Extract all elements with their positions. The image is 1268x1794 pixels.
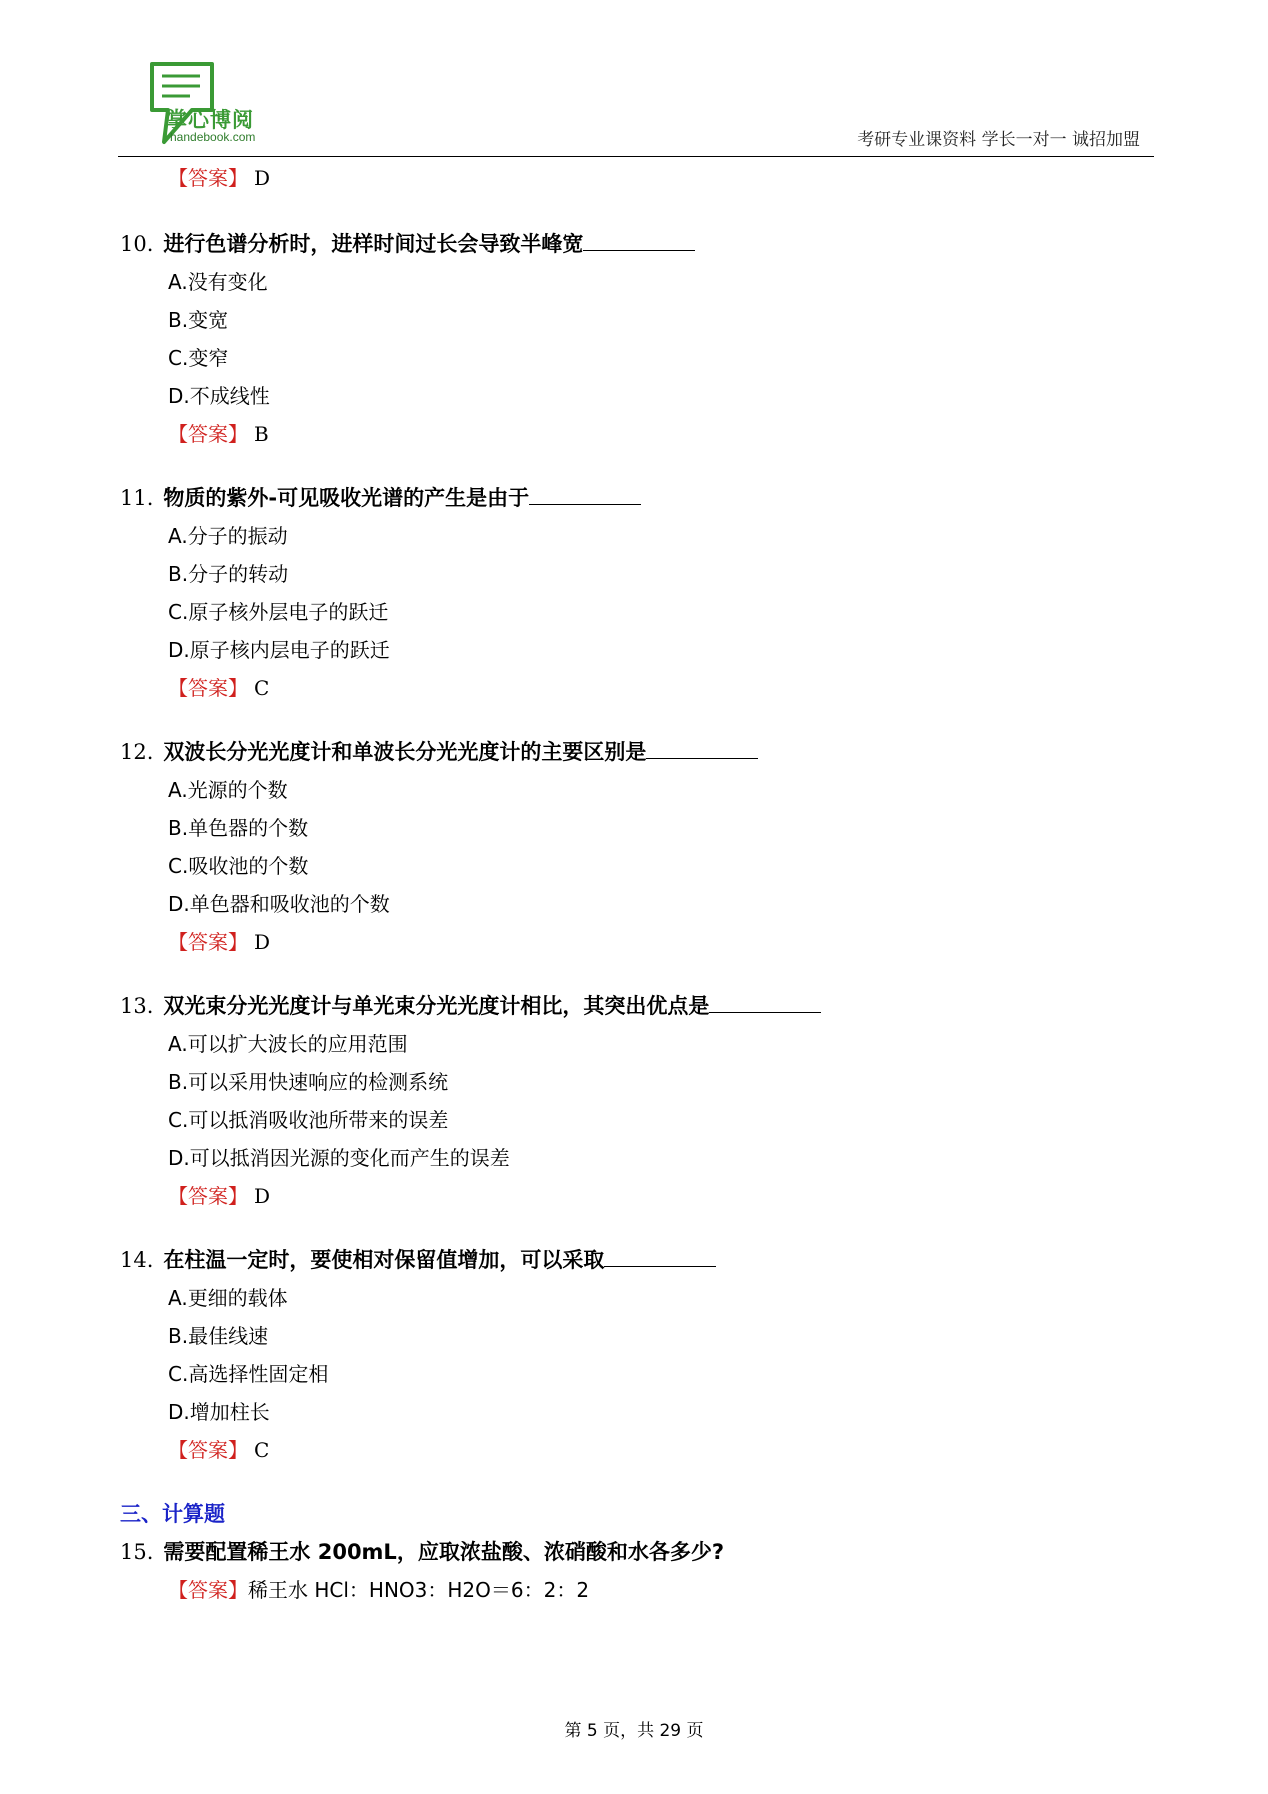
- logo-subtext: handebook.com: [170, 130, 256, 144]
- question-text: 进行色谱分析时，进样时间过长会导致半峰宽: [163, 232, 584, 256]
- question-text: 双波长分光光度计和单波长分光光度计的主要区别是: [163, 740, 647, 764]
- answer-line: [168, 1574, 589, 1603]
- question-text: 在柱温一定时，要使相对保留值增加，可以采取: [163, 1248, 605, 1272]
- answer-line: [168, 1434, 269, 1463]
- answer-value: C: [254, 676, 270, 700]
- answer-label: 【答案】: [168, 676, 248, 700]
- page-header: [118, 60, 1154, 157]
- option-a: A.光源的个数: [168, 778, 288, 802]
- option-c: C.原子核外层电子的跃迁: [168, 600, 389, 624]
- answer-label: 【答案】: [168, 930, 248, 954]
- logo-text: 掌心博阅: [166, 108, 254, 132]
- question-13: [120, 990, 821, 1020]
- option-d: D.单色器和吸收池的个数: [168, 892, 390, 916]
- option-b: B.可以采用快速响应的检测系统: [168, 1070, 449, 1094]
- question-12: [120, 736, 758, 766]
- question-10: [120, 228, 695, 258]
- answer-blank: [646, 738, 758, 759]
- answer-value: D: [254, 166, 271, 190]
- page-footer: 第 5 页，共 29 页: [564, 1721, 704, 1741]
- answer-line: [168, 926, 270, 955]
- answer-line: [168, 1180, 270, 1209]
- question-11: [120, 482, 641, 512]
- question-number: 11.: [120, 486, 154, 510]
- option-c: C.变窄: [168, 346, 229, 370]
- header-tagline: 考研专业课资料 学长一对一 诚招加盟: [857, 130, 1140, 150]
- answer-line: [168, 418, 269, 447]
- option-a: A.可以扩大波长的应用范围: [168, 1032, 408, 1056]
- question-text: 双光束分光光度计与单光束分光光度计相比，其突出优点是: [163, 994, 710, 1018]
- option-a: A.分子的振动: [168, 524, 288, 548]
- section-heading: 三、计算题: [120, 1502, 225, 1526]
- question-number: 12.: [120, 740, 154, 764]
- answer-blank: [709, 992, 821, 1013]
- answer-label: 【答案】: [168, 1578, 248, 1602]
- answer-line: [168, 672, 269, 701]
- question-number: 10.: [120, 232, 154, 256]
- option-c: C.可以抵消吸收池所带来的误差: [168, 1108, 449, 1132]
- answer-label: 【答案】: [168, 1438, 248, 1462]
- answer-label: 【答案】: [168, 166, 248, 190]
- answer-label: 【答案】: [168, 1184, 248, 1208]
- option-d: D.不成线性: [168, 384, 270, 408]
- question-number: 14.: [120, 1248, 154, 1272]
- option-b: B.最佳线速: [168, 1324, 269, 1348]
- answer-value: C: [254, 1438, 270, 1462]
- question-number: 15.: [120, 1540, 154, 1564]
- question-14: [120, 1244, 716, 1274]
- answer-line: [168, 162, 270, 191]
- option-d: D.可以抵消因光源的变化而产生的误差: [168, 1146, 510, 1170]
- option-c: C.吸收池的个数: [168, 854, 309, 878]
- answer-value: B: [254, 422, 269, 446]
- answer-blank: [583, 230, 695, 251]
- option-d: D.原子核内层电子的跃迁: [168, 638, 390, 662]
- answer-value: D: [254, 1184, 271, 1208]
- answer-blank: [529, 484, 641, 505]
- question-text: 需要配置稀王水 200mL，应取浓盐酸、浓硝酸和水各多少?: [163, 1540, 724, 1564]
- answer-value: D: [254, 930, 271, 954]
- answer-label: 【答案】: [168, 422, 248, 446]
- option-b: B.变宽: [168, 308, 229, 332]
- question-15: [120, 1536, 724, 1566]
- answer-value: 稀王水 HCl：HNO3：H2O＝6：2：2: [248, 1578, 590, 1602]
- option-d: D.增加柱长: [168, 1400, 270, 1424]
- option-b: B.分子的转动: [168, 562, 289, 586]
- question-text: 物质的紫外-可见吸收光谱的产生是由于: [163, 486, 530, 510]
- answer-blank: [604, 1246, 716, 1267]
- option-a: A.没有变化: [168, 270, 268, 294]
- option-b: B.单色器的个数: [168, 816, 309, 840]
- option-a: A.更细的载体: [168, 1286, 288, 1310]
- option-c: C.高选择性固定相: [168, 1362, 329, 1386]
- question-number: 13.: [120, 994, 154, 1018]
